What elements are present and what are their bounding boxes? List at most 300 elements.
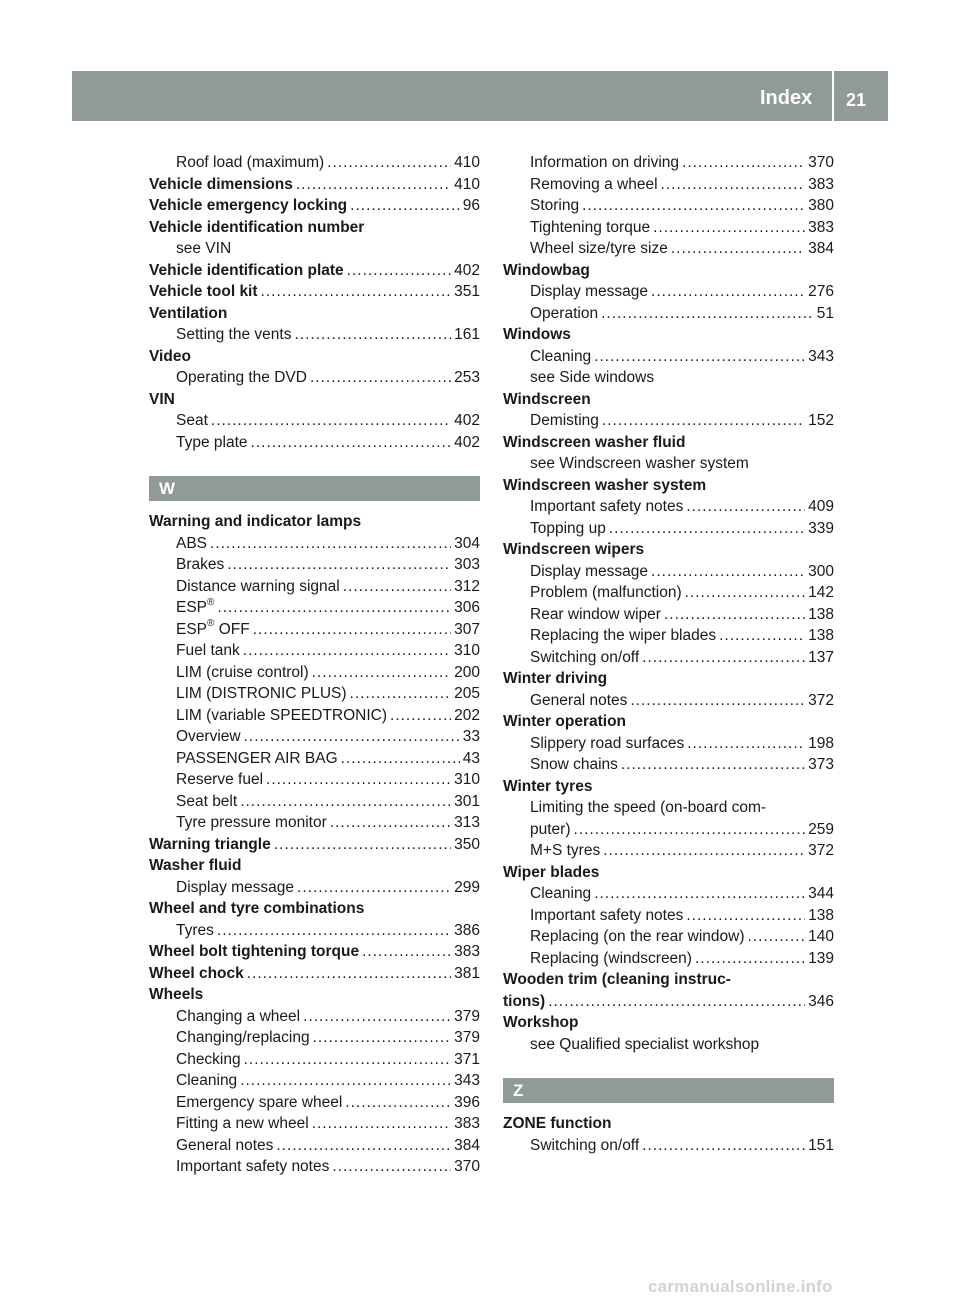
entry-text	[530, 905, 683, 927]
index-entry	[149, 389, 480, 411]
page-reference[interactable]: 370	[808, 154, 834, 171]
entry-text	[176, 662, 309, 684]
entry-label: Warning triangle	[149, 835, 271, 853]
entry-text	[530, 238, 668, 260]
index-subentry[interactable]	[503, 152, 834, 174]
index-entry[interactable]	[503, 991, 834, 1013]
index-subentry[interactable]	[503, 905, 834, 927]
entry-text	[149, 303, 227, 325]
index-entry[interactable]	[149, 260, 480, 282]
entry-text	[530, 625, 716, 647]
entry-label: Information on driving	[530, 154, 680, 171]
entry-label: Vehicle dimensions	[149, 175, 293, 193]
page-reference[interactable]: 402	[454, 412, 480, 429]
index-entry	[149, 855, 480, 877]
index-subentry[interactable]	[503, 346, 834, 368]
entry-label: ABS	[176, 534, 208, 552]
page-reference[interactable]: 310	[454, 642, 480, 659]
entry-label: Distance warning signal	[176, 577, 340, 595]
page-reference[interactable]: 299	[454, 878, 480, 896]
index-subentry	[503, 1034, 834, 1056]
dot-leader	[310, 367, 451, 389]
page-reference[interactable]: 306	[454, 599, 480, 616]
page-reference[interactable]: 346	[808, 992, 834, 1010]
page-reference[interactable]: 380	[808, 197, 834, 214]
dot-leader	[651, 281, 805, 303]
entry-label: Operating the DVD	[176, 369, 307, 386]
page-reference[interactable]: 198	[808, 734, 834, 752]
index-subentry[interactable]	[149, 791, 480, 813]
index-column-left	[149, 152, 480, 1178]
index-subentry[interactable]	[149, 769, 480, 791]
dot-leader	[243, 640, 451, 662]
entry-text	[530, 410, 599, 432]
index-subentry[interactable]	[149, 748, 480, 770]
index-entry	[503, 668, 834, 690]
dot-leader	[341, 748, 460, 770]
entry-label: ESP	[176, 599, 208, 616]
dot-leader	[251, 432, 452, 454]
page-reference[interactable]: 137	[808, 648, 834, 666]
index-subentry	[503, 797, 834, 819]
section-header	[503, 1078, 834, 1103]
entry-text	[503, 776, 592, 798]
page-reference[interactable]: 381	[454, 964, 480, 982]
dot-leader	[748, 926, 806, 948]
entry-label: General notes	[176, 1136, 274, 1154]
index-subentry[interactable]	[149, 1092, 480, 1114]
page-reference[interactable]: 402	[454, 261, 480, 279]
index-subentry	[503, 453, 834, 475]
entry-text	[149, 217, 364, 239]
entry-label: Important safety notes	[530, 906, 684, 924]
dot-leader	[276, 1135, 451, 1157]
index-subentry[interactable]	[149, 812, 480, 834]
entry-text	[503, 389, 591, 411]
entry-text	[530, 1034, 759, 1056]
entry-label: General notes	[530, 691, 628, 709]
entry-label: Display message	[530, 283, 649, 300]
page-reference[interactable]: 313	[454, 814, 480, 831]
entry-text	[176, 920, 214, 942]
entry-text	[149, 195, 347, 217]
dot-leader	[211, 410, 451, 432]
index-subentry[interactable]	[149, 410, 480, 432]
page-reference[interactable]: 312	[454, 577, 480, 595]
entry-text	[503, 969, 731, 991]
index-subentry[interactable]	[503, 217, 834, 239]
page-reference[interactable]: 142	[808, 584, 834, 601]
index-subentry[interactable]	[503, 410, 834, 432]
entry-label: Changing/replacing	[176, 1029, 310, 1046]
entry-text	[149, 898, 364, 920]
page-reference[interactable]: 96	[462, 197, 480, 214]
index-subentry[interactable]	[149, 619, 480, 641]
page-reference[interactable]: 43	[462, 749, 480, 767]
entry-text	[530, 819, 571, 841]
page-reference[interactable]: 300	[808, 562, 834, 580]
page-reference[interactable]: 138	[808, 605, 834, 623]
page-reference[interactable]: 372	[808, 842, 834, 859]
index-subentry[interactable]	[503, 496, 834, 518]
dot-leader	[294, 324, 451, 346]
dot-leader	[330, 812, 451, 834]
index-subentry[interactable]	[503, 174, 834, 196]
dot-leader	[296, 174, 451, 196]
index-subentry[interactable]	[503, 303, 834, 325]
entry-text	[503, 432, 685, 454]
index-subentry[interactable]	[149, 432, 480, 454]
index-subentry[interactable]	[149, 152, 480, 174]
dot-leader	[345, 1092, 451, 1114]
entry-text	[503, 991, 545, 1013]
index-subentry[interactable]	[149, 1006, 480, 1028]
entry-label: Wheel and tyre combinations	[149, 900, 365, 917]
index-subentry[interactable]	[149, 1027, 480, 1049]
entry-label: Windscreen	[503, 390, 591, 408]
entry-text	[176, 324, 291, 346]
page-reference[interactable]: 304	[454, 534, 480, 552]
entry-text	[530, 926, 745, 948]
entry-text	[149, 984, 203, 1006]
page-reference[interactable]: 140	[808, 928, 834, 945]
page-reference[interactable]: 383	[454, 1115, 480, 1132]
page-reference[interactable]: 384	[454, 1136, 480, 1154]
entry-label: Washer fluid	[149, 857, 242, 874]
index-subentry[interactable]	[149, 597, 480, 619]
dot-leader	[347, 260, 451, 282]
section-letter: Z	[513, 1081, 524, 1100]
entry-text	[176, 1092, 342, 1114]
section-header	[149, 476, 480, 501]
page-reference[interactable]: 307	[454, 620, 480, 638]
page-reference[interactable]: 379	[454, 1007, 480, 1025]
index-subentry[interactable]	[503, 195, 834, 217]
entry-text	[530, 948, 692, 970]
dot-leader	[327, 152, 451, 174]
index-subentry[interactable]	[503, 883, 834, 905]
entry-text	[503, 324, 571, 346]
dot-leader	[240, 791, 451, 813]
page-reference[interactable]: 372	[808, 691, 834, 709]
entry-text	[176, 576, 340, 598]
dot-leader	[609, 518, 805, 540]
index-subentry[interactable]	[503, 819, 834, 841]
entry-label: Topping up	[530, 519, 606, 537]
index-subentry[interactable]	[503, 647, 834, 669]
index-entry[interactable]	[149, 281, 480, 303]
page-reference[interactable]: 253	[454, 369, 480, 386]
entry-label: Wheel size/tyre size	[530, 240, 668, 257]
entry-text	[176, 791, 237, 813]
entry-label: Type plate	[176, 433, 248, 451]
entry-label: Fuel tank	[176, 642, 240, 659]
index-entry[interactable]	[149, 834, 480, 856]
page-reference[interactable]: 202	[454, 706, 480, 724]
page-reference[interactable]: 303	[454, 556, 480, 573]
page-reference[interactable]: 310	[454, 771, 480, 788]
entry-label: tions)	[503, 992, 546, 1010]
entry-label: Seat belt	[176, 792, 238, 810]
index-subentry[interactable]	[503, 582, 834, 604]
page-reference[interactable]: 386	[454, 921, 480, 939]
entry-text	[530, 754, 618, 776]
index-subentry[interactable]	[149, 367, 480, 389]
index-entry	[503, 1012, 834, 1034]
entry-label: Ventilation	[149, 304, 228, 322]
page-reference[interactable]: 151	[808, 1136, 834, 1154]
entry-text	[149, 281, 258, 303]
entry-label: Switching on/off	[530, 648, 640, 666]
index-entry[interactable]	[149, 195, 480, 217]
entry-label: Vehicle identification plate	[149, 261, 344, 279]
entry-label: Operation	[530, 304, 599, 322]
index-subentry[interactable]	[149, 1135, 480, 1157]
entry-label: see Qualified specialist workshop	[530, 1035, 760, 1053]
page-reference[interactable]: 152	[808, 412, 834, 429]
index-subentry[interactable]	[503, 1135, 834, 1157]
entry-label: LIM (DISTRONIC PLUS)	[176, 685, 347, 702]
index-subentry[interactable]	[503, 238, 834, 260]
page-reference[interactable]: 344	[808, 885, 834, 902]
dot-leader	[332, 1156, 451, 1178]
entry-text	[176, 726, 241, 748]
page-reference[interactable]: 138	[808, 906, 834, 924]
dot-leader	[297, 877, 451, 899]
index-subentry[interactable]	[503, 561, 834, 583]
index-subentry[interactable]	[503, 625, 834, 647]
index-subentry[interactable]	[503, 840, 834, 862]
index-entry	[503, 539, 834, 561]
entry-label: ESP	[176, 620, 208, 638]
entry-text	[176, 812, 327, 834]
entry-text	[176, 533, 207, 555]
index-subentry[interactable]	[503, 754, 834, 776]
dot-leader	[642, 1135, 805, 1157]
page-reference[interactable]: 343	[808, 347, 834, 365]
entry-label: Tyre pressure monitor	[176, 814, 327, 831]
index-entry[interactable]	[149, 941, 480, 963]
entry-label: LIM (cruise control)	[176, 663, 309, 681]
dot-leader	[682, 152, 805, 174]
page-reference[interactable]: 383	[808, 218, 834, 236]
entry-label: Cleaning	[530, 885, 592, 902]
page-reference[interactable]: 383	[454, 943, 480, 960]
index-subentry[interactable]	[149, 640, 480, 662]
entry-label: Windscreen wipers	[503, 541, 645, 558]
entry-text	[503, 539, 644, 561]
entry-label: Video	[149, 347, 191, 365]
index-entry[interactable]	[149, 174, 480, 196]
entry-text	[503, 668, 607, 690]
index-entry	[149, 217, 480, 239]
dot-leader	[244, 1049, 452, 1071]
dot-leader	[312, 1113, 451, 1135]
index-column-right	[503, 152, 834, 1156]
entry-label: Vehicle identification number	[149, 218, 365, 236]
entry-label: Storing	[530, 197, 580, 214]
entry-label: ZONE function	[503, 1115, 612, 1132]
dot-leader	[594, 883, 805, 905]
entry-text	[176, 1006, 300, 1028]
entry-label: LIM (variable SPEEDTRONIC)	[176, 706, 388, 724]
page-reference[interactable]: 161	[454, 326, 480, 343]
entry-text	[149, 346, 191, 368]
entry-label: Fitting a new wheel	[176, 1115, 309, 1132]
index-subentry[interactable]	[503, 948, 834, 970]
index-subentry	[503, 367, 834, 389]
entry-text	[530, 883, 591, 905]
index-subentry[interactable]	[503, 604, 834, 626]
page-reference[interactable]: 33	[462, 728, 480, 745]
page-reference[interactable]: 343	[454, 1072, 480, 1089]
dot-leader	[582, 195, 805, 217]
entry-text	[530, 604, 661, 626]
page-reference[interactable]: 351	[454, 283, 480, 300]
entry-text	[176, 152, 324, 174]
dot-leader	[362, 941, 451, 963]
entry-label: Seat	[176, 412, 208, 429]
index-subentry[interactable]	[503, 518, 834, 540]
entry-text	[530, 346, 591, 368]
index-subentry[interactable]	[149, 533, 480, 555]
page-reference[interactable]: 138	[808, 627, 834, 644]
index-entry	[503, 1113, 834, 1135]
index-subentry[interactable]	[149, 920, 480, 942]
index-entry	[503, 969, 834, 991]
entry-label: Workshop	[503, 1014, 579, 1031]
entry-text	[530, 840, 600, 862]
entry-label: Replacing the wiper blades	[530, 627, 717, 644]
entry-text	[176, 1027, 310, 1049]
page-reference[interactable]: 350	[454, 835, 480, 853]
entry-label: Removing a wheel	[530, 175, 658, 193]
entry-label: Demisting	[530, 412, 599, 429]
page-reference[interactable]: 205	[454, 685, 480, 702]
section-letter: W	[159, 479, 176, 498]
entry-label: Replacing (windscreen)	[530, 949, 692, 967]
entry-text	[530, 195, 579, 217]
entry-label: Wheel bolt tightening torque	[149, 943, 360, 960]
entry-label: Windscreen washer system	[503, 476, 707, 494]
dot-leader	[247, 963, 451, 985]
dot-leader	[603, 840, 805, 862]
entry-text	[176, 597, 214, 619]
dot-leader	[594, 346, 805, 368]
dot-leader	[266, 769, 451, 791]
index-entry[interactable]	[149, 963, 480, 985]
index-subentry[interactable]	[149, 1156, 480, 1178]
page-reference[interactable]: 371	[454, 1050, 480, 1068]
index-subentry[interactable]	[503, 690, 834, 712]
index-subentry[interactable]	[503, 733, 834, 755]
dot-leader	[686, 496, 805, 518]
index-subentry[interactable]	[149, 576, 480, 598]
entry-label: Cleaning	[176, 1072, 238, 1089]
index-subentry[interactable]	[149, 877, 480, 899]
entry-text	[530, 518, 606, 540]
page-reference[interactable]: 402	[454, 433, 480, 451]
entry-label: Important safety notes	[530, 498, 684, 515]
entry-text	[530, 152, 679, 174]
index-subentry[interactable]	[149, 726, 480, 748]
entry-label: Winter driving	[503, 670, 608, 687]
entry-label: Roof load (maximum)	[176, 154, 325, 171]
index-subentry[interactable]	[149, 683, 480, 705]
index-entry	[503, 711, 834, 733]
entry-label: Winter operation	[503, 713, 627, 730]
page-reference[interactable]: 276	[808, 283, 834, 300]
index-subentry	[149, 238, 480, 260]
index-entry	[149, 984, 480, 1006]
entry-label: Limiting the speed (on-board com-	[530, 799, 767, 816]
entry-text	[530, 561, 648, 583]
page-reference[interactable]: 409	[808, 498, 834, 515]
entry-text	[503, 475, 706, 497]
entry-text	[176, 238, 231, 260]
page-reference[interactable]: 259	[808, 820, 834, 838]
index-entry	[149, 346, 480, 368]
index-entry	[149, 898, 480, 920]
index-subentry[interactable]	[149, 662, 480, 684]
entry-text	[176, 1156, 329, 1178]
page-reference[interactable]: 410	[454, 154, 480, 171]
page-reference[interactable]: 396	[454, 1093, 480, 1111]
page-reference[interactable]: 301	[454, 792, 480, 810]
entry-text	[530, 733, 684, 755]
index-subentry[interactable]	[149, 705, 480, 727]
page-reference[interactable]: 339	[808, 519, 834, 537]
entry-text	[149, 963, 244, 985]
entry-text	[530, 453, 749, 475]
index-subentry[interactable]	[503, 281, 834, 303]
entry-label: see VIN	[176, 240, 232, 257]
dot-leader	[642, 647, 805, 669]
entry-label: Wheels	[149, 986, 204, 1003]
dot-leader	[244, 726, 460, 748]
index-subentry[interactable]	[149, 1070, 480, 1092]
page-reference[interactable]: 373	[808, 756, 834, 773]
index-subentry[interactable]	[503, 926, 834, 948]
dot-leader	[695, 948, 805, 970]
page-reference[interactable]: 370	[454, 1158, 480, 1175]
page-reference[interactable]: 383	[808, 175, 834, 193]
index-subentry[interactable]	[149, 1049, 480, 1071]
entry-label: puter)	[530, 820, 571, 838]
dot-leader	[548, 991, 805, 1013]
index-subentry[interactable]	[149, 324, 480, 346]
entry-text	[176, 1135, 273, 1157]
page-reference[interactable]: 379	[454, 1029, 480, 1046]
index-entry	[503, 389, 834, 411]
page-reference[interactable]: 384	[808, 240, 834, 257]
entry-text	[503, 1012, 579, 1034]
dot-leader	[686, 905, 805, 927]
index-subentry[interactable]	[149, 554, 480, 576]
index-subentry[interactable]	[149, 1113, 480, 1135]
page-reference[interactable]: 410	[454, 175, 480, 193]
page-reference[interactable]: 200	[454, 663, 480, 681]
section-gap	[149, 453, 480, 476]
page-reference[interactable]: 51	[816, 304, 834, 322]
entry-label: Wiper blades	[503, 863, 600, 881]
dot-leader	[240, 1070, 451, 1092]
entry-text	[530, 582, 682, 604]
page-reference[interactable]: 139	[808, 949, 834, 967]
dot-leader	[671, 238, 805, 260]
dot-leader	[253, 619, 451, 641]
entry-label: Tightening torque	[530, 218, 651, 236]
